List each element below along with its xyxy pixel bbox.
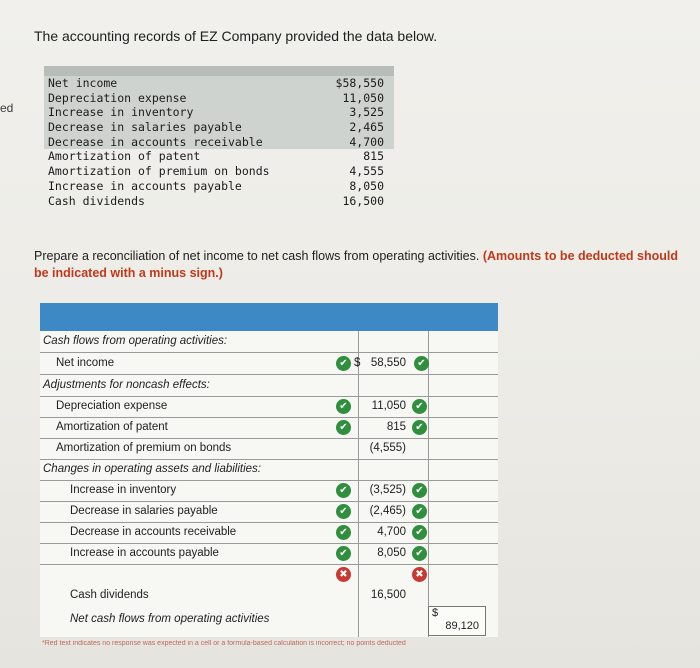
currency-sign: $: [432, 607, 439, 619]
data-value: 16,500: [342, 193, 384, 208]
check-icon: ✔: [412, 399, 427, 414]
amount-input[interactable]: (2,465): [369, 505, 406, 517]
row-label: Amortization of premium on bonds: [56, 442, 232, 454]
data-value: 3,525: [349, 105, 384, 120]
amount-input[interactable]: 815: [386, 421, 406, 433]
given-data-table: [44, 66, 394, 208]
data-value: 11,050: [342, 90, 384, 105]
dividends-row: [40, 585, 498, 606]
data-value: 4,555: [349, 164, 384, 179]
change-row: [40, 480, 498, 502]
change-row: [40, 522, 498, 544]
check-icon: ✔: [412, 483, 427, 498]
data-value: $58,550: [335, 76, 384, 90]
check-icon: ✔: [336, 483, 351, 498]
instructions: [34, 248, 694, 282]
amount-input[interactable]: 11,050: [371, 400, 406, 412]
check-icon: ✔: [414, 356, 429, 371]
amount-input[interactable]: 8,050: [377, 547, 406, 559]
amount-input[interactable]: (3,525): [369, 484, 406, 496]
currency-sign: $: [354, 357, 361, 369]
section-header-row: [40, 459, 498, 481]
data-label: Decrease in salaries payable: [48, 120, 242, 135]
amount-input[interactable]: 4,700: [377, 526, 406, 538]
row-label: Decrease in salaries payable: [70, 505, 218, 517]
data-row: [44, 194, 394, 209]
net-cash-total-box[interactable]: [428, 606, 486, 636]
row-label: Cash dividends: [70, 589, 149, 601]
amount-input[interactable]: (4,555): [369, 442, 406, 454]
data-value: 4,700: [349, 134, 384, 149]
problem-title: The accounting records of EZ Company provided the data below.: [34, 28, 438, 44]
change-row: [40, 543, 498, 565]
cross-icon: ✖: [412, 567, 427, 582]
section-header-row: [40, 375, 498, 397]
data-row: [44, 91, 394, 106]
data-value: 815: [363, 149, 384, 164]
data-row: [44, 164, 394, 179]
check-icon: ✔: [336, 420, 351, 435]
section-label: Changes in operating assets and liabilities:: [43, 463, 261, 475]
row-label: Net cash flows from operating activities: [70, 613, 270, 625]
check-icon: ✔: [336, 525, 351, 540]
check-icon: ✔: [336, 546, 351, 561]
data-label: Amortization of patent: [48, 149, 201, 164]
check-icon: ✔: [412, 525, 427, 540]
net-income-row: [40, 353, 498, 375]
data-label: Amortization of premium on bonds: [48, 164, 270, 179]
row-label: Net income: [56, 357, 115, 369]
data-row: [44, 76, 394, 91]
footnote: *Red text indicates no response was expected in a cell or a formula-based calculation is incorrect; no points deducted: [42, 640, 406, 647]
instructions-note: (Amounts to be deducted should be indicated with a minus sign.): [34, 249, 678, 280]
data-value: 8,050: [349, 178, 384, 193]
row-label: Increase in inventory: [70, 484, 177, 496]
table-top-bar: [44, 66, 394, 76]
data-label: Net income: [48, 76, 118, 90]
amount-input[interactable]: 16,500: [370, 589, 406, 601]
check-icon: ✔: [336, 356, 351, 371]
adjustment-row: [40, 417, 498, 439]
net-income-input[interactable]: 58,550: [370, 357, 406, 369]
data-label: Decrease in accounts receivable: [48, 134, 263, 149]
data-row: [44, 135, 394, 150]
cross-icon: ✖: [336, 567, 351, 582]
data-label: Increase in inventory: [48, 105, 194, 120]
check-icon: ✔: [412, 420, 427, 435]
check-icon: ✔: [336, 399, 351, 414]
adjustment-row: [40, 438, 498, 460]
reconciliation-table: [40, 303, 498, 637]
adjustment-row: [40, 396, 498, 418]
data-label: Increase in accounts payable: [48, 178, 242, 193]
data-row: [44, 179, 394, 194]
data-label: Cash dividends: [48, 193, 145, 208]
data-row: [44, 149, 394, 164]
check-icon: ✔: [412, 546, 427, 561]
data-value: 2,465: [349, 120, 384, 135]
blank-row: [40, 564, 498, 585]
row-label: Amortization of patent: [56, 421, 168, 433]
instructions-text: Prepare a reconciliation of net income to net cash flows from operating activities.: [34, 249, 480, 263]
check-icon: ✔: [336, 504, 351, 519]
data-row: [44, 105, 394, 120]
section-label: Cash flows from operating activities:: [43, 335, 228, 347]
data-row: [44, 120, 394, 135]
row-label: Depreciation expense: [56, 400, 168, 412]
row-label: Decrease in accounts receivable: [70, 526, 237, 538]
section-header-row: [40, 331, 498, 353]
section-label: Adjustments for noncash effects:: [43, 379, 210, 391]
cut-off-label: ed: [0, 101, 14, 115]
net-cash-amount: 89,120: [445, 620, 479, 632]
check-icon: ✔: [412, 504, 427, 519]
table-header-bar: [40, 303, 498, 331]
row-label: Increase in accounts payable: [70, 547, 219, 559]
change-row: [40, 501, 498, 523]
data-label: Depreciation expense: [48, 90, 187, 105]
